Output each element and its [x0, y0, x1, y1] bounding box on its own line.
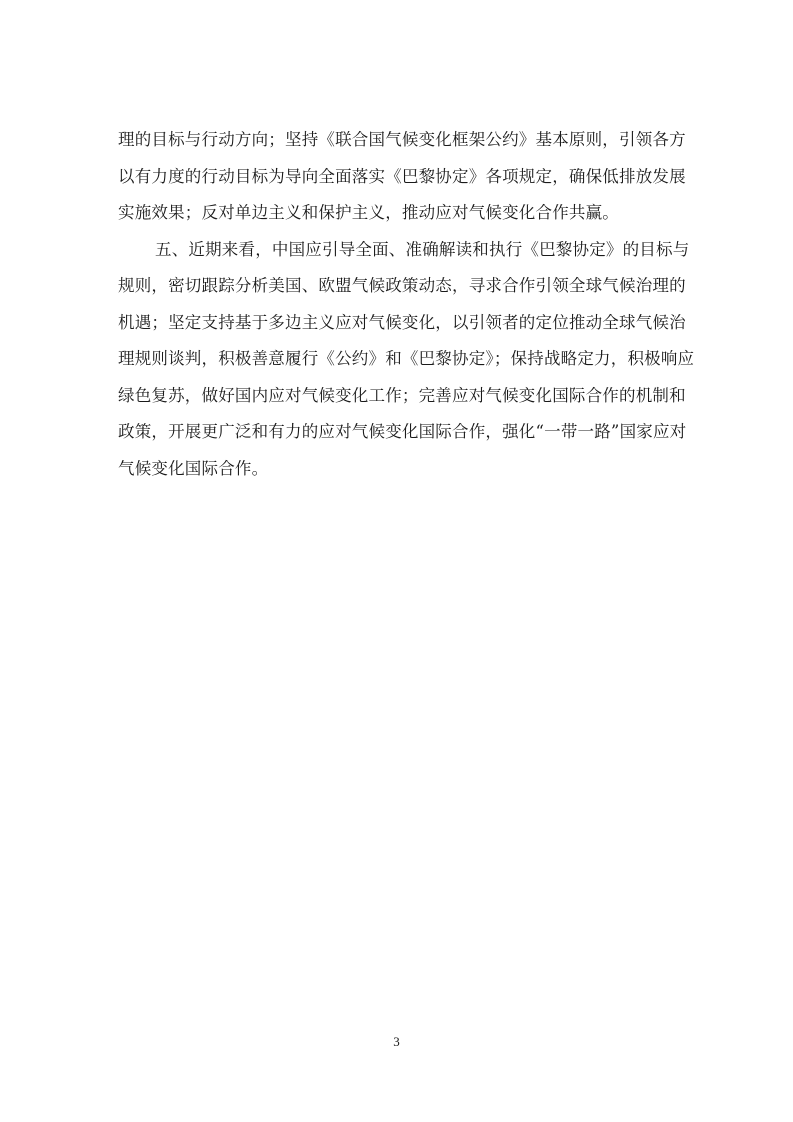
- page-number: 3: [393, 1034, 400, 1049]
- text-line: 理的目标与行动方向；坚持《联合国气候变化框架公约》基本原则，引领各方: [118, 130, 686, 149]
- paragraph-continued: [118, 122, 686, 232]
- text-line: 实施效果；反对单边主义和保护主义，推动应对气候变化合作共赢。: [118, 203, 619, 222]
- paragraph-section-five: [118, 232, 695, 488]
- text-line: 机遇；坚定支持基于多边主义应对气候变化，以引领者的定位推动全球气候治: [118, 312, 686, 332]
- text-line: 绿色复苏，做好国内应对气候变化工作；完善应对气候变化国际合作的机制和: [118, 385, 686, 405]
- text-line: 规则，密切跟踪分析美国、欧盟气候政策动态，寻求合作引领全球气候治理的: [118, 276, 686, 295]
- text-line: 政策，开展更广泛和有力的应对气候变化国际合作，强化“一带一路”国家应对: [118, 422, 687, 441]
- text-line: 气候变化国际合作。: [118, 458, 269, 478]
- text-line: 理规则谈判，积极善意履行《公约》和《巴黎协定》；保持战略定力，积极响应: [118, 349, 695, 368]
- text-line: 五、近期来看，中国应引导全面、准确解读和执行《巴黎协定》的目标与: [155, 239, 690, 259]
- body-text: [118, 122, 695, 487]
- text-line: 以有力度的行动目标为导向全面落实《巴黎协定》各项规定，确保低排放发展: [118, 166, 686, 186]
